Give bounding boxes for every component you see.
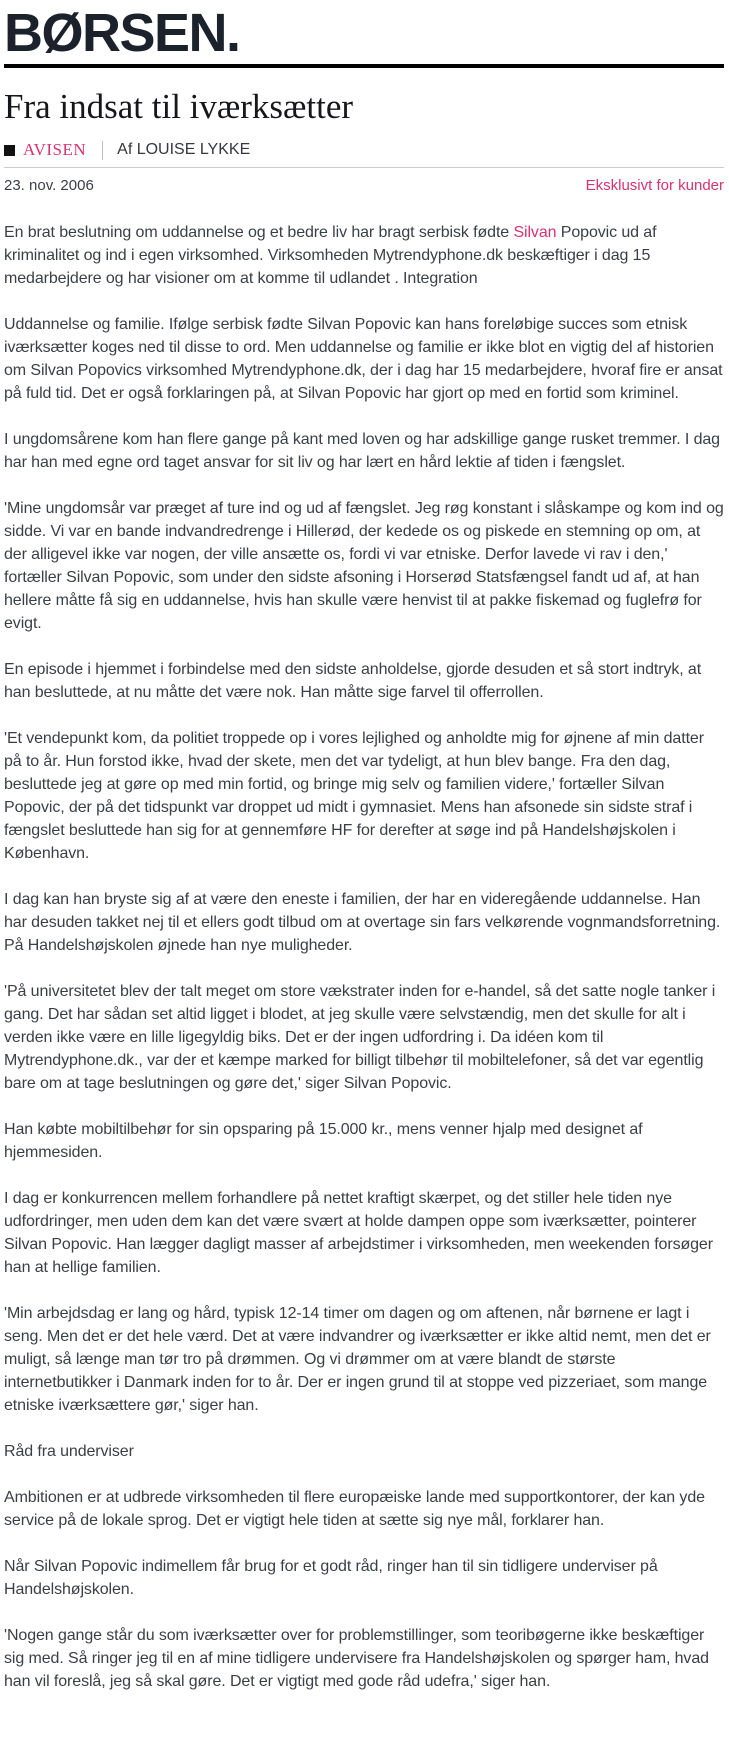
borsen-logo[interactable]: BØRSEN.: [4, 3, 240, 63]
lead-text-post: Popovic ud af kriminalitet og ind i egen virksomhed. Virksomheden Mytrendyphone.dk beskæftiger i dag 15 medarbejdere og har visioner om at komme til udlandet . Integration: [4, 224, 657, 287]
paragraph-list: [4, 313, 724, 1693]
article-paragraph: I dag kan han bryste sig af at være den eneste i familien, der har en videregående uddannelse. Han har desuden takket nej til et ellers godt tilbud om at overtage sin fars velkørende vognmandsforretning. På Handelshøjskolen øjnede han nye muligheder.: [4, 891, 721, 954]
exclusive-badge: Eksklusivt for kunder: [585, 177, 724, 194]
article-paragraph: 'Et vendepunkt kom, da politiet troppede op i vores lejlighed og anholdte mig for øjnene af min datter på to år. Hun forstod ikke, hvad der skete, men det var tydeligt, at hun blev bange. Fra den dag, besluttede jeg at gøre op med min fortid, og bringe mig selv og familien videre,' fortæller Silvan Popovic, der på det tidspunkt var droppet ud midt i gymnasiet. Mens han afsonede sin sidste straf i fængslet besluttede han sig for at gennemføre HF for derefter at søge ind på Handelshøjskolen i København.: [4, 730, 704, 862]
article-paragraph: I ungdomsårene kom han flere gange på kant med loven og har adskillige gange rusket tremmer. I dag har han med egne ord taget ansvar for sit liv og har lært en hård lektie af tiden i fængslet.: [4, 431, 720, 471]
lead-paragraph: [4, 221, 724, 290]
article-paragraph: 'Nogen gange står du som iværksætter over for problemstillinger, som teoribøgerne ikke beskæftiger sig med. Så ringer jeg til en af mine tidligere undervisere fra Handelshøjskolen og spørger ham, hvad han vil foreslå, jeg så skal gøre. Det er vigtigt med gode råd udefra,' siger han.: [4, 1627, 709, 1690]
silvan-link[interactable]: Silvan: [513, 224, 557, 241]
article-paragraph: En episode i hjemmet i forbindelse med den sidste anholdelse, gjorde desuden et så stort indtryk, at han besluttede, at nu måtte det være nok. Han måtte sige farvel til offerrollen.: [4, 661, 702, 701]
byline-divider: [102, 141, 103, 160]
byline-row: [4, 140, 724, 168]
date-row: [4, 177, 724, 194]
article-paragraph: Han købte mobiltilbehør for sin opsparing på 15.000 kr., mens venner hjalp med designet af hjemmesiden.: [4, 1121, 643, 1161]
article-paragraph: Uddannelse og familie. Ifølge serbisk fødte Silvan Popovic kan hans foreløbige succes som etnisk iværksætter koges ned til disse to ord. Men uddannelse og familie er ikke blot en vigtig del af historien om Silvan Popovics virksomhed Mytrendyphone.dk, der i dag har 15 medarbejdere, hvoraf fire er ansat på fuld tid. Det er også forklaringen på, at Silvan Popovic har gjort op med en fortid som kriminel.: [4, 316, 723, 402]
publish-date: 23. nov. 2006: [4, 177, 94, 194]
page-title: Fra indsat til iværksætter: [4, 87, 354, 126]
article-paragraph: Ambitionen er at udbrede virksomheden til flere europæiske lande med supportkontorer, der kan yde service på de lokale sprog. Det er vigtigt hele tiden at sætte sig nye mål, forklarer han.: [4, 1489, 705, 1529]
article-paragraph: Råd fra underviser: [4, 1443, 134, 1460]
masthead: [4, 5, 724, 68]
article-paragraph: 'På universitetet blev der talt meget om store vækstrater inden for e-handel, så det satte nogle tanker i gang. Det har sådan set altid ligget i blodet, at jeg skulle være selvstændig, men det skulle for alt i verden ikke være en lille ligegyldig biks. Det er der ingen udfordring i. Da idéen kom til Mytrendyphone.dk., var der et kæmpe marked for billigt tilbehør til mobiltelefoner, så det var egentlig bare om at tage beslutningen og gøre det,' siger Silvan Popovic.: [4, 983, 716, 1092]
article-paragraph: 'Min arbejdsdag er lang og hård, typisk 12-14 timer om dagen og om aftenen, når børnene er lagt i seng. Men det er det hele værd. Det at være indvandrer og iværksætter er ikke altid nemt, men det er muligt, så længe man tør tro på drømmen. Og vi drømmer om at være blandt de største internetbutikker i Danmark inden for to år. Der er ingen grund til at stoppe ved pizzeriaet, som mange etniske iværksættere gør,' siger han.: [4, 1305, 711, 1414]
article-paragraph: I dag er konkurrencen mellem forhandlere på nettet kraftigt skærpet, og det stiller hele tiden nye udfordringer, men uden dem kan det være svært at holde dampen oppe som iværksætter, pointerer Silvan Popovic. Han lægger dagligt masser af arbejdstimer i virksomheden, men weekenden forsøger han at hellige familien.: [4, 1190, 713, 1276]
article-body: [4, 221, 724, 1693]
article-paragraph: Når Silvan Popovic indimellem får brug for et godt råd, ringer han til sin tidligere underviser på Handelshøjskolen.: [4, 1558, 658, 1598]
section-square-icon: [4, 145, 15, 156]
article-paragraph: 'Mine ungdomsår var præget af ture ind og ud af fængslet. Jeg røg konstant i slåskampe og kom ind og sidde. Vi var en bande indvandredrenge i Hillerød, der kedede os og piskede en stemning op om, at der alligevel ikke var nogen, der ville ansætte os, fordi vi var etniske. Derfor lavede vi rav i den,' fortæller Silvan Popovic, som under den sidste afsoning i Horserød Statsfængsel fandt ud af, at han hellere måtte få sig en uddannelse, hvis han skulle være henvist til at pakke fiskemad og fuglefrø for evigt.: [4, 500, 724, 632]
lead-text-pre: En brat beslutning om uddannelse og et bedre liv har bragt serbisk fødte: [4, 224, 514, 241]
author-byline: Af LOUISE LYKKE: [117, 141, 251, 158]
masthead-rule: [4, 64, 724, 68]
section-label-avisen[interactable]: AVISEN: [23, 140, 87, 159]
